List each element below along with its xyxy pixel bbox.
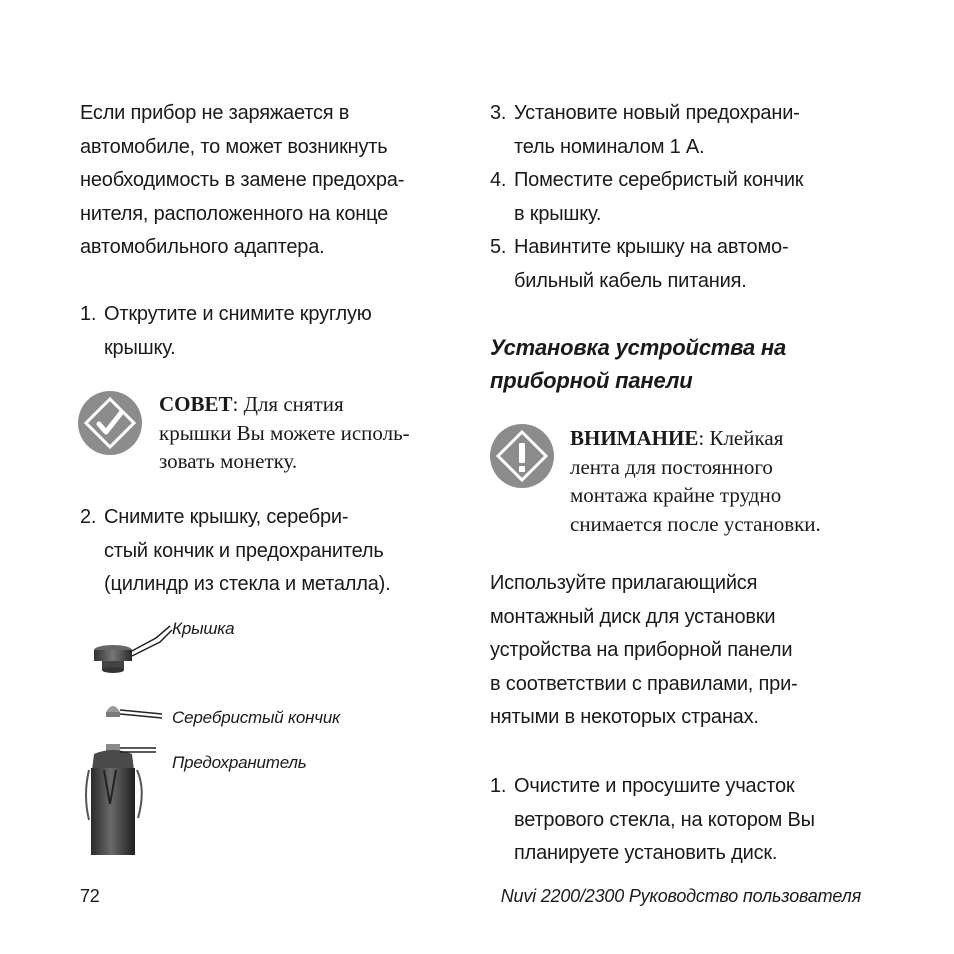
step-number: 1. bbox=[490, 775, 507, 797]
right-step-4 bbox=[490, 164, 870, 234]
body-line: в соответствии с правилами, при- bbox=[490, 672, 798, 695]
body-line: устройства на приборной панели bbox=[490, 639, 793, 661]
warning-text: снимается после установки. bbox=[570, 511, 821, 536]
body-line: Используйте прилагающийся bbox=[490, 572, 758, 594]
right-step-5 bbox=[490, 231, 870, 301]
left-step-2 bbox=[80, 501, 460, 606]
step-number: 3. bbox=[490, 102, 507, 124]
intro-paragraph bbox=[80, 97, 460, 265]
step-line: (цилиндр из стекла и металла). bbox=[104, 573, 391, 595]
intro-line: автомобильного адаптера. bbox=[80, 236, 325, 258]
page-number: 72 bbox=[80, 886, 100, 906]
mounting-paragraph bbox=[490, 567, 870, 735]
warning-label: ВНИМАНИЕ bbox=[570, 426, 699, 450]
tip-text: зовать монетку. bbox=[159, 449, 298, 473]
tip-note bbox=[159, 390, 459, 476]
warning-separator: : bbox=[698, 426, 710, 450]
tip-text: крышки Вы можете исполь- bbox=[159, 420, 410, 445]
tip-label: СОВЕТ bbox=[159, 392, 233, 416]
tip-text: Для снятия bbox=[243, 392, 344, 416]
step-line: тель номиналом 1 А. bbox=[514, 135, 705, 158]
step-line: бильный кабель питания. bbox=[514, 269, 747, 292]
step-number: 5. bbox=[490, 236, 507, 258]
intro-line: Если прибор не заряжается в bbox=[80, 102, 350, 124]
leader-lines bbox=[120, 610, 180, 780]
heading-line: приборной панели bbox=[490, 368, 693, 393]
step-line: в крышку. bbox=[514, 202, 602, 225]
body-line: монтажный диск для установки bbox=[490, 605, 776, 628]
heading-line: Установка устройства на bbox=[490, 335, 787, 360]
step-line: Поместите серебристый кончик bbox=[514, 169, 804, 191]
step-line: Очистите и просушите участок bbox=[514, 775, 795, 797]
step-line: Снимите крышку, серебри- bbox=[104, 506, 349, 528]
step-line: Навинтите крышку на автомо- bbox=[514, 236, 789, 258]
caption-silver-tip: Серебристый кончик bbox=[172, 708, 340, 727]
warning-text: монтажа крайне трудно bbox=[570, 483, 782, 507]
caption-cap: Крышка bbox=[172, 619, 235, 638]
warning-exclamation-icon bbox=[490, 424, 554, 488]
tip-check-icon bbox=[78, 391, 142, 455]
warning-note bbox=[570, 424, 880, 538]
silver-tip-part bbox=[106, 706, 120, 717]
step-line: Установите новый предохрани- bbox=[514, 102, 800, 124]
step-number: 4. bbox=[490, 169, 507, 191]
right-step-1 bbox=[490, 770, 870, 875]
warning-text: Клейкая bbox=[709, 426, 784, 450]
right-step-3 bbox=[490, 97, 870, 167]
section-heading bbox=[490, 331, 786, 397]
intro-line: нителя, расположенного на конце bbox=[80, 202, 389, 225]
manual-title: Nuvi 2200/2300 Руководство пользователя bbox=[500, 886, 861, 906]
warning-text: лента для постоянного bbox=[570, 454, 773, 479]
caption-fuse: Предохранитель bbox=[172, 753, 307, 772]
step-number: 1. bbox=[80, 303, 97, 325]
step-line: стый кончик и предохранитель bbox=[104, 539, 384, 562]
left-step-1 bbox=[80, 298, 460, 368]
step-line: Открутите и снимите круглую bbox=[104, 303, 372, 325]
step-line: планируете установить диск. bbox=[514, 842, 778, 864]
intro-line: автомобиле, то может возникнуть bbox=[80, 135, 388, 158]
step-number: 2. bbox=[80, 506, 97, 528]
step-line: крышку. bbox=[104, 336, 176, 359]
tip-separator: : bbox=[232, 392, 244, 416]
intro-line: необходимость в замене предохра- bbox=[80, 169, 405, 191]
body-line: нятыми в некоторых странах. bbox=[490, 706, 759, 728]
step-line: ветрового стекла, на котором Вы bbox=[514, 808, 815, 831]
